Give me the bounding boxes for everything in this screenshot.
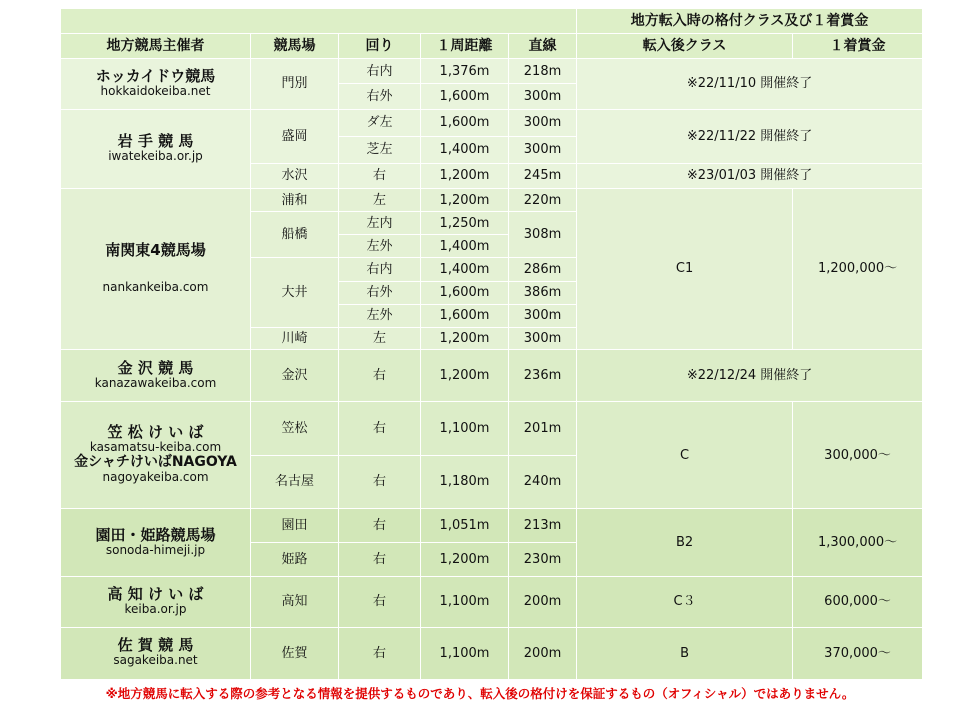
turn-cell: 右内 — [339, 258, 421, 281]
col-header-prize: １着賞金 — [793, 34, 923, 59]
organizer-url: keiba.or.jp — [124, 601, 187, 616]
organizer-url: hokkaidokeiba.net — [100, 83, 211, 98]
col-header-lap: １周距離 — [421, 34, 509, 59]
organizer-hokkaido — [61, 59, 251, 109]
straight-cell: 300m — [509, 84, 577, 109]
col-header-organizer: 地方競馬主催者 — [61, 34, 251, 59]
note-hokkaido: ※22/11/10 開催終了 — [577, 59, 923, 109]
organizer-name: 南関東4競馬場 — [105, 240, 206, 259]
header-group-title: 地方転入時の格付クラス及び１着賞金 — [577, 9, 923, 34]
organizer-name: 佐 賀 競 馬 — [117, 636, 194, 655]
lap-cell: 1,600m — [421, 109, 509, 136]
turn-cell: 右 — [339, 508, 421, 542]
track-kawasaki: 川崎 — [251, 327, 339, 349]
straight-cell: 200m — [509, 627, 577, 679]
organizer-name: ホッカイドウ競馬 — [95, 66, 216, 85]
straight-cell: 300m — [509, 136, 577, 163]
turn-cell: 芝左 — [339, 136, 421, 163]
turn-cell: 左外 — [339, 304, 421, 327]
lap-cell: 1,180m — [421, 455, 509, 508]
organizer-saga — [61, 627, 251, 679]
lap-cell: 1,100m — [421, 577, 509, 627]
header-blank — [61, 9, 577, 34]
lap-cell: 1,051m — [421, 508, 509, 542]
organizer-name: 金シャチけいばNAGOYA — [74, 454, 237, 470]
turn-cell: 右外 — [339, 281, 421, 304]
organizer-kanazawa — [61, 349, 251, 401]
track-kanazawa: 金沢 — [251, 349, 339, 401]
lap-cell: 1,100m — [421, 402, 509, 455]
straight-cell: 240m — [509, 455, 577, 508]
class-kochi: C３ — [577, 577, 793, 627]
note-kanazawa: ※22/12/24 開催終了 — [577, 349, 923, 401]
straight-cell: 386m — [509, 281, 577, 304]
turn-cell: 右内 — [339, 59, 421, 84]
organizer-url: kanazawakeiba.com — [94, 375, 217, 390]
organizer-iwate — [61, 109, 251, 188]
straight-cell: 300m — [509, 304, 577, 327]
track-monbetsu: 門別 — [251, 59, 339, 109]
organizer-kochi — [61, 577, 251, 627]
organizer-url: iwatekeiba.or.jp — [108, 148, 203, 163]
turn-cell: 右外 — [339, 84, 421, 109]
organizer-url: kasamatsu-keiba.com — [89, 440, 222, 454]
track-morioka: 盛岡 — [251, 109, 339, 163]
organizer-name: 岩 手 競 馬 — [117, 131, 194, 150]
straight-cell: 220m — [509, 189, 577, 212]
note-mizusawa: ※23/01/03 開催終了 — [577, 163, 923, 188]
turn-cell: 左 — [339, 327, 421, 349]
turn-cell: ダ左 — [339, 109, 421, 136]
note-morioka: ※22/11/22 開催終了 — [577, 109, 923, 163]
turn-cell: 右 — [339, 349, 421, 401]
lap-cell: 1,250m — [421, 212, 509, 235]
organizer-name: 園田・姫路競馬場 — [95, 525, 216, 544]
disclaimer-text: ※地方競馬に転入する際の参考となる情報を提供するものであり、転入後の格付けを保証するもの（オフィシャル）ではありません。 — [105, 686, 855, 701]
track-urawa: 浦和 — [251, 189, 339, 212]
prize-kochi: 600,000～ — [793, 577, 923, 627]
turn-cell: 右 — [339, 163, 421, 188]
straight-cell: 230m — [509, 543, 577, 577]
col-header-turn: 回り — [339, 34, 421, 59]
class-tokai: C — [577, 402, 793, 509]
col-header-class: 転入後クラス — [577, 34, 793, 59]
straight-cell: 245m — [509, 163, 577, 188]
turn-cell: 右 — [339, 402, 421, 455]
turn-cell: 右 — [339, 543, 421, 577]
track-sonoda: 園田 — [251, 508, 339, 542]
lap-cell: 1,376m — [421, 59, 509, 84]
track-nagoya: 名古屋 — [251, 455, 339, 508]
turn-cell: 左 — [339, 189, 421, 212]
organizer-name: 高 知 け い ば — [107, 584, 204, 603]
prize-minami: 1,200,000～ — [793, 189, 923, 350]
straight-cell: 286m — [509, 258, 577, 281]
track-ooi: 大井 — [251, 258, 339, 327]
class-saga: B — [577, 627, 793, 679]
col-header-straight: 直線 — [509, 34, 577, 59]
organizer-url: sagakeiba.net — [113, 653, 198, 668]
organizer-url: sonoda-himeji.jp — [105, 542, 206, 557]
turn-cell: 右 — [339, 577, 421, 627]
lap-cell: 1,100m — [421, 627, 509, 679]
transfer-class-table — [60, 8, 923, 680]
organizer-url: nankankeiba.com — [102, 279, 209, 294]
class-minami: C1 — [577, 189, 793, 350]
straight-cell: 213m — [509, 508, 577, 542]
turn-cell: 左外 — [339, 235, 421, 258]
class-sonoda: B2 — [577, 508, 793, 576]
straight-cell: 308m — [509, 212, 577, 258]
lap-cell: 1,200m — [421, 349, 509, 401]
track-saga: 佐賀 — [251, 627, 339, 679]
track-kochi: 高知 — [251, 577, 339, 627]
straight-cell: 236m — [509, 349, 577, 401]
track-himeji: 姫路 — [251, 543, 339, 577]
straight-cell: 300m — [509, 109, 577, 136]
lap-cell: 1,600m — [421, 281, 509, 304]
lap-cell: 1,200m — [421, 543, 509, 577]
track-funabashi: 船橋 — [251, 212, 339, 258]
lap-cell: 1,200m — [421, 327, 509, 349]
organizer-sonoda-himeji — [61, 508, 251, 576]
organizer-tokai — [61, 402, 251, 509]
lap-cell: 1,400m — [421, 136, 509, 163]
lap-cell: 1,600m — [421, 304, 509, 327]
organizer-name: 金 沢 競 馬 — [117, 358, 194, 377]
turn-cell: 左内 — [339, 212, 421, 235]
lap-cell: 1,400m — [421, 235, 509, 258]
turn-cell: 右 — [339, 455, 421, 508]
turn-cell: 右 — [339, 627, 421, 679]
organizer-url: nagoyakeiba.com — [102, 470, 209, 484]
straight-cell: 201m — [509, 402, 577, 455]
col-header-track: 競馬場 — [251, 34, 339, 59]
lap-cell: 1,400m — [421, 258, 509, 281]
straight-cell: 300m — [509, 327, 577, 349]
straight-cell: 218m — [509, 59, 577, 84]
track-kasamatsu: 笠松 — [251, 402, 339, 455]
lap-cell: 1,200m — [421, 163, 509, 188]
organizer-name: 笠 松 け い ば — [107, 423, 204, 441]
lap-cell: 1,200m — [421, 189, 509, 212]
track-mizusawa: 水沢 — [251, 163, 339, 188]
prize-tokai: 300,000～ — [793, 402, 923, 509]
lap-cell: 1,600m — [421, 84, 509, 109]
prize-sonoda: 1,300,000～ — [793, 508, 923, 576]
organizer-minami-kanto — [61, 189, 251, 350]
straight-cell: 200m — [509, 577, 577, 627]
prize-saga: 370,000～ — [793, 627, 923, 679]
